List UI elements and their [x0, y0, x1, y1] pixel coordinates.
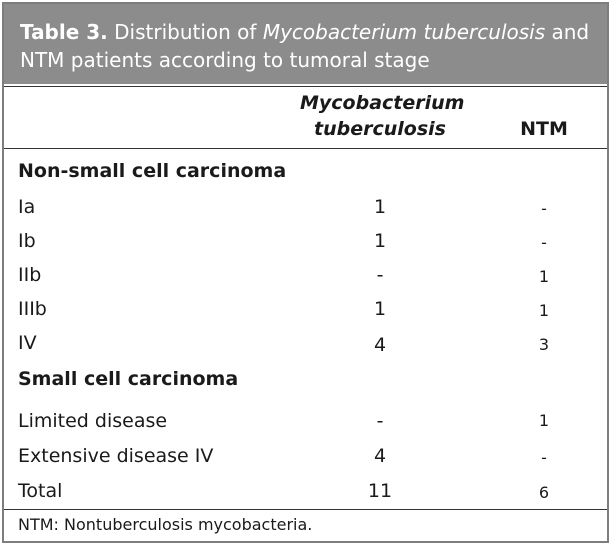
- row-mtb-value: -: [376, 410, 384, 432]
- total-ntm-value: 6: [538, 483, 550, 502]
- row-mtb-value: -: [376, 264, 384, 286]
- row-ntm-value: -: [541, 199, 547, 218]
- section-title-nsclc: Non-small cell carcinoma: [18, 160, 287, 182]
- row-label: Limited disease: [18, 410, 168, 432]
- header-bottom-rule: [4, 148, 607, 149]
- table-number: Table 3.: [20, 20, 108, 44]
- row-mtb-value: 4: [373, 445, 387, 467]
- row-ntm-value: 3: [538, 335, 550, 354]
- row-ntm-value: -: [541, 233, 547, 252]
- row-label: IIb: [18, 264, 42, 286]
- row-ntm-value: 1: [538, 301, 550, 320]
- col-header-mtb-1: Mycobacterium: [300, 92, 465, 114]
- total-mtb-value: 11: [367, 480, 393, 502]
- caption-line-1: [20, 18, 591, 46]
- row-label: Extensive disease IV: [18, 445, 214, 467]
- row-label: IV: [18, 332, 37, 354]
- row-ntm-value: -: [541, 448, 547, 467]
- table-caption: [4, 4, 607, 84]
- row-mtb-value: 4: [373, 334, 387, 356]
- table-footnote: NTM: Nontuberculosis mycobacteria.: [18, 515, 313, 534]
- col-header-ntm: NTM: [520, 118, 568, 140]
- row-mtb-value: 1: [373, 298, 387, 320]
- col-header-mtb-2: tuberculosis: [314, 118, 446, 140]
- caption-text-2: and: [545, 20, 590, 44]
- row-mtb-value: 1: [373, 230, 387, 252]
- row-label: Ia: [18, 196, 36, 218]
- caption-line-2: NTM patients according to tumoral stage: [20, 48, 430, 72]
- total-label: Total: [18, 480, 63, 502]
- header-top-rule: [4, 86, 607, 87]
- row-mtb-value: 1: [373, 196, 387, 218]
- row-label: IIIb: [18, 298, 47, 320]
- section-title-sclc: Small cell carcinoma: [18, 368, 239, 390]
- row-ntm-value: 1: [538, 411, 550, 430]
- caption-text-1: Distribution of: [114, 20, 263, 44]
- table-frame: [2, 2, 609, 543]
- row-label: Ib: [18, 230, 36, 252]
- row-ntm-value: 1: [538, 267, 550, 286]
- caption-italic: Mycobacterium tuberculosis: [262, 20, 546, 44]
- footer-rule: [4, 509, 607, 510]
